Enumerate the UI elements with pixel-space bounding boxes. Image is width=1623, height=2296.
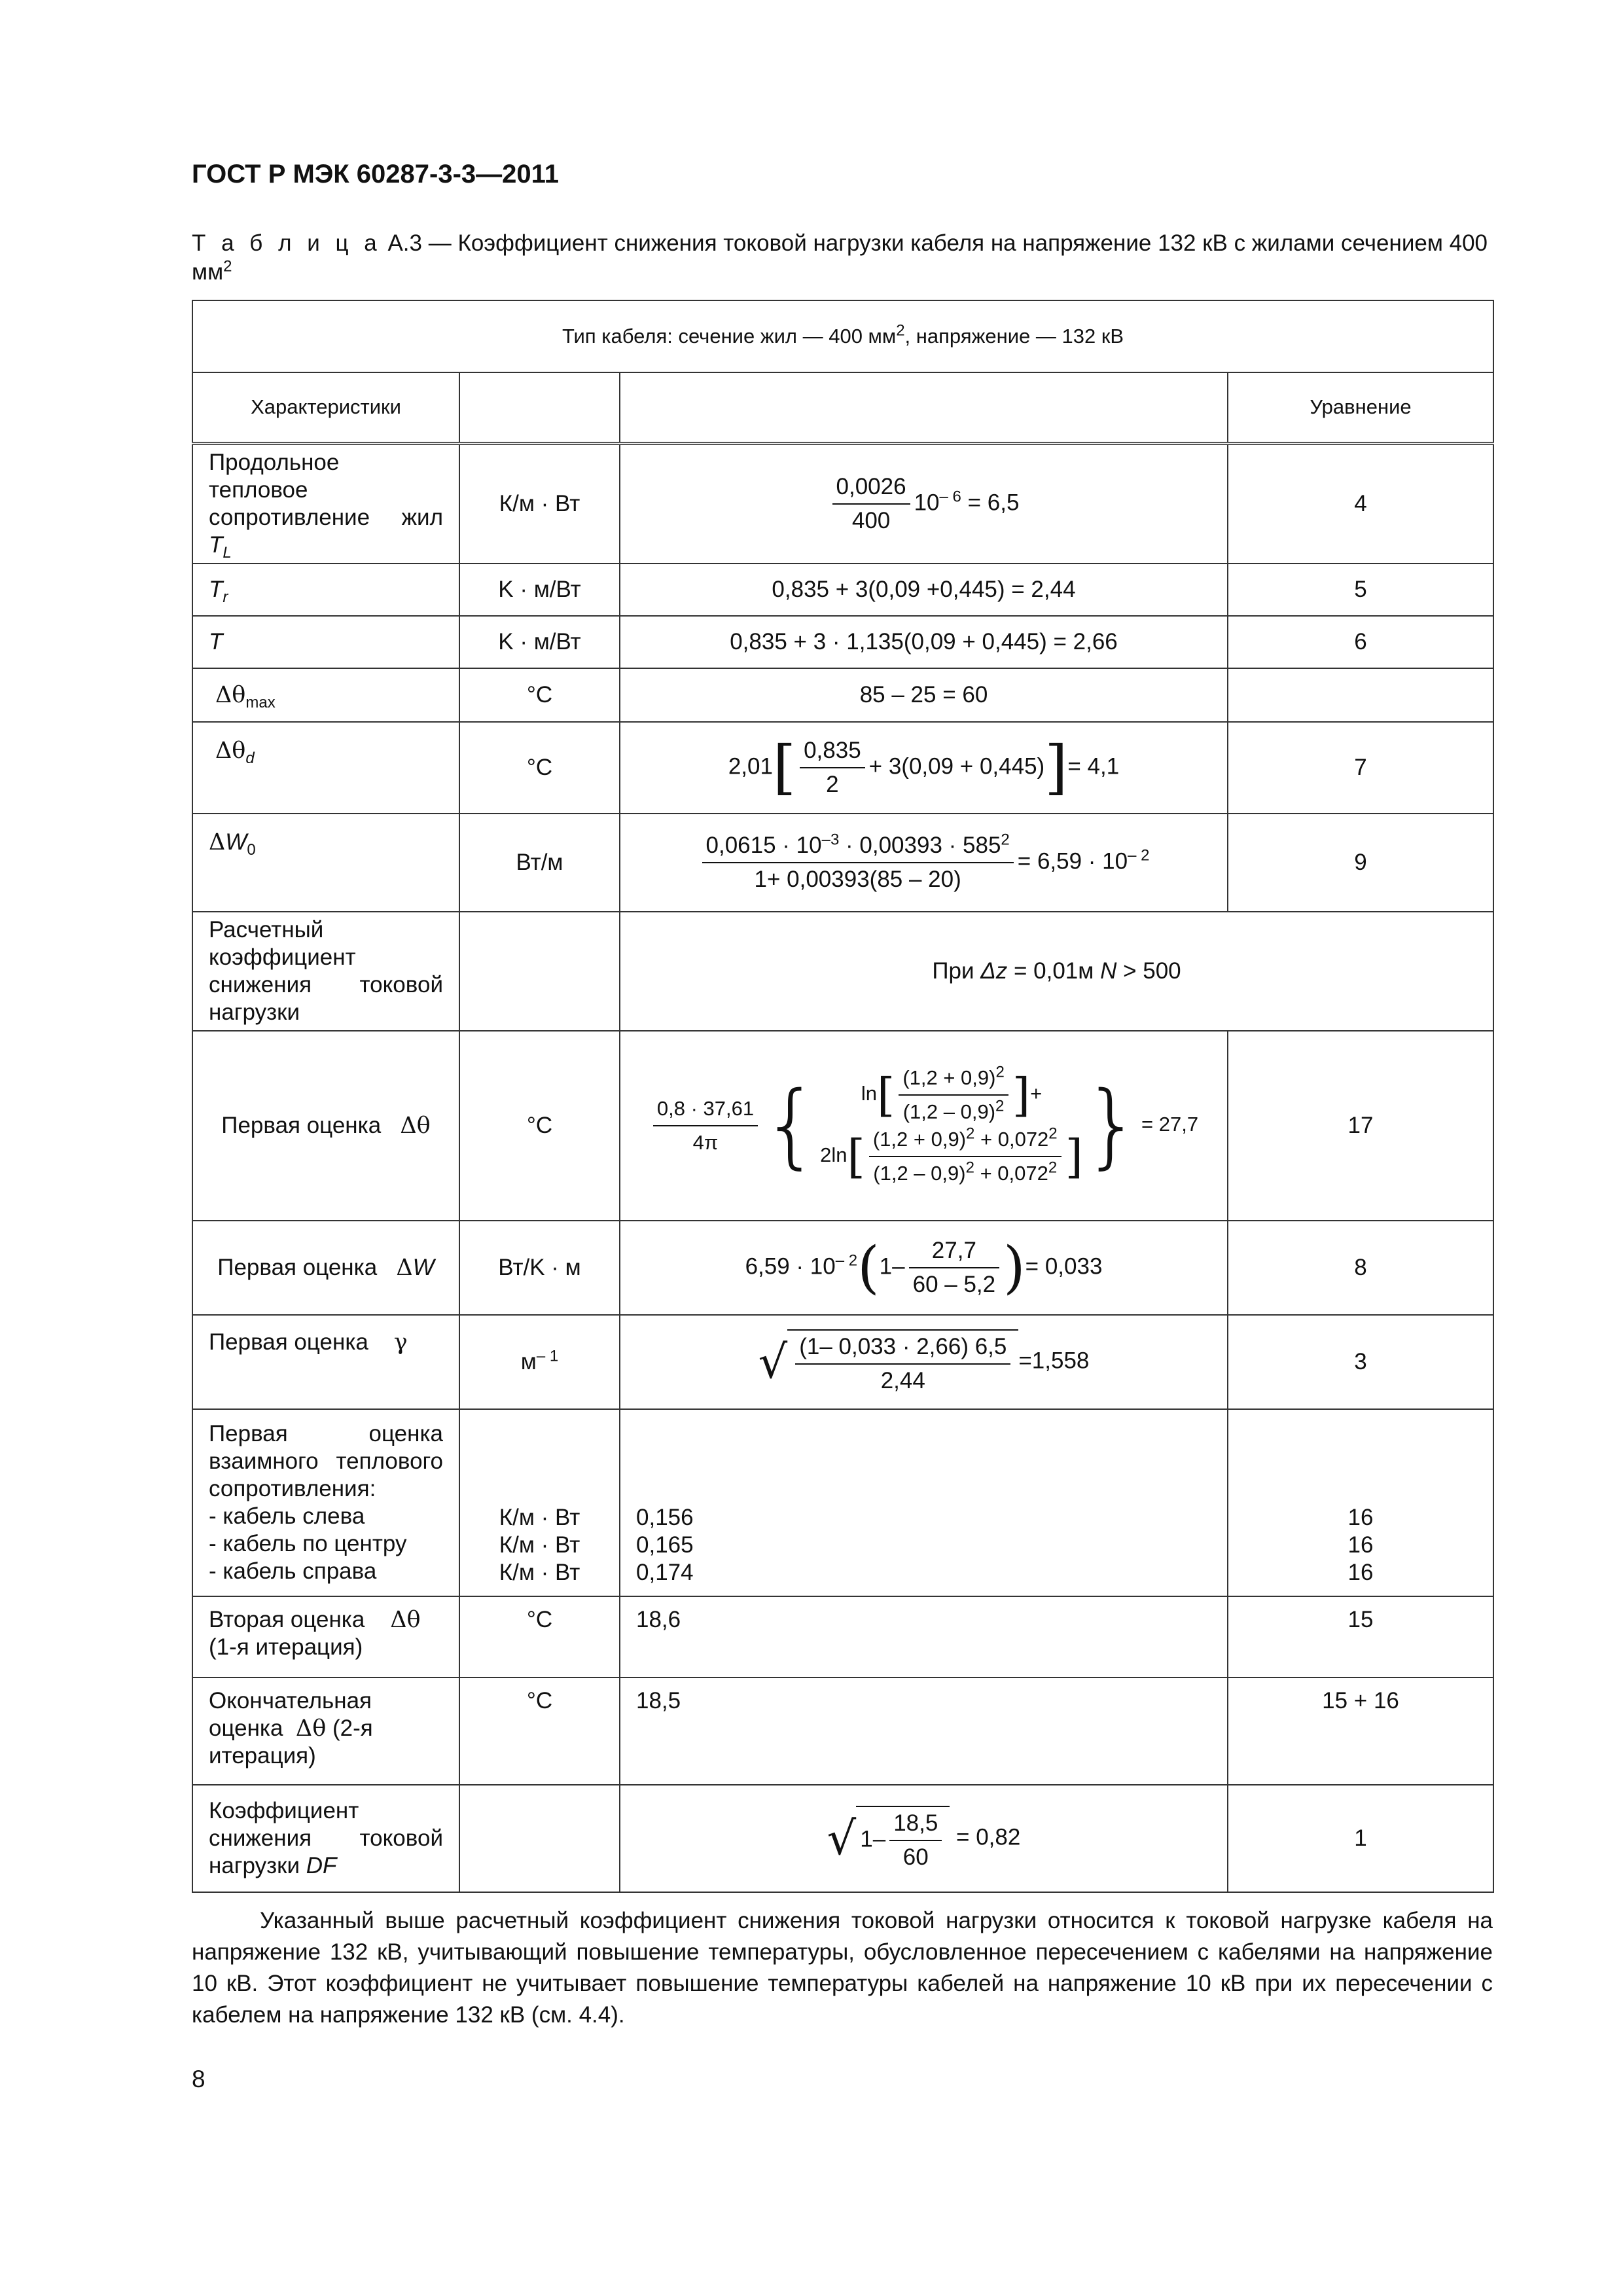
row-expression: [620, 1315, 1228, 1409]
expr-one: 1–: [860, 1825, 886, 1852]
row-label: [192, 1315, 459, 1409]
expr-result-sup: – 2: [1128, 846, 1150, 865]
unit-base: м: [520, 1348, 537, 1374]
page-number: 8: [192, 2066, 205, 2092]
fraction: [869, 1126, 1061, 1187]
unit-center: К/м · Вт: [499, 1532, 580, 1558]
caption-prefix: Т а б л и ц а: [192, 230, 382, 256]
table-row: [192, 814, 1493, 912]
row-expression: [620, 443, 1228, 564]
row-symbol: T: [209, 576, 223, 602]
expr-tail-sup: – 6: [939, 488, 961, 506]
bracket-left: [: [877, 1067, 895, 1122]
num-part1: 0,0615 · 10: [705, 832, 822, 858]
row-symbol-delta: Δ: [396, 1254, 413, 1281]
fraction-denominator: 2: [826, 771, 839, 797]
row-label-text: Продольное тепловое сопротивление жил: [209, 449, 443, 530]
table-row: [192, 1677, 1493, 1785]
table-caption: [192, 229, 1493, 287]
sqrt-icon: √: [827, 1811, 857, 1865]
ln2-num: (1,2 + 0,9): [872, 1127, 967, 1151]
expr-result: = 27,7: [1141, 1112, 1199, 1136]
row-symbol: γ: [393, 1329, 408, 1355]
bracket-right: ]: [1012, 1067, 1031, 1122]
row-symbol-delta: Δ: [209, 829, 226, 855]
item-right: - кабель справа: [209, 1558, 377, 1584]
row-equation: 5: [1228, 564, 1493, 616]
table-row: [192, 1221, 1493, 1315]
derating-table: [192, 300, 1494, 1893]
table-row: [192, 1031, 1493, 1221]
fraction-denominator: [869, 1157, 1061, 1187]
row-equation: 6: [1228, 616, 1493, 668]
eq-left: 16: [1347, 1504, 1374, 1530]
expr-tail: > 500: [1116, 958, 1181, 984]
brace-content: [820, 1064, 1083, 1187]
table-title: [192, 300, 1493, 372]
table-row: [192, 912, 1493, 1031]
expr-result: = 0,82: [956, 1823, 1021, 1850]
unit-sup: – 1: [536, 1346, 559, 1365]
ln1-num-sup: 2: [995, 1063, 1005, 1081]
row-symbol-sub: r: [223, 588, 228, 606]
expr-result: = 6,5: [961, 489, 1020, 515]
row-label: [192, 814, 459, 912]
fraction: [889, 1810, 942, 1871]
caption-sup: 2: [223, 257, 232, 276]
fraction: [899, 1064, 1008, 1126]
table-row: [192, 1785, 1493, 1892]
table-row: [192, 1596, 1493, 1677]
num-sup1: –3: [821, 830, 840, 848]
fraction-denominator: 60: [902, 1844, 929, 1870]
expr-symbol: Δz: [980, 958, 1008, 984]
row-label: Расчетный коэффициент снижения токовой нагрузки: [192, 912, 459, 1031]
row-symbol: W: [412, 1254, 435, 1280]
sqrt-body: [856, 1806, 950, 1871]
row-symbol-sub: d: [245, 749, 255, 767]
row-symbol: Δθ: [215, 737, 246, 764]
expr-mid: + 3(0,09 + 0,445): [868, 753, 1045, 779]
row-label-b: (1-я итерация): [209, 1634, 363, 1660]
row-symbol: Δθ: [400, 1112, 431, 1139]
expr-result: =1,558: [1018, 1347, 1090, 1373]
ln-line-2: [820, 1126, 1083, 1187]
bracket-left: [: [847, 1129, 865, 1183]
row-unit: К/м · Вт: [459, 443, 620, 564]
ln1-label: ln: [861, 1081, 877, 1105]
row-unit: [459, 1409, 620, 1596]
fraction-denominator: [899, 1096, 1008, 1126]
row-label-symbol: DF: [306, 1852, 337, 1878]
expr-pre-sup: – 2: [835, 1251, 858, 1270]
row-unit: [459, 1315, 620, 1409]
table-row: [192, 1315, 1493, 1409]
row-label-b: (2-я итерация): [209, 1715, 373, 1768]
paren-right: ): [1003, 1234, 1026, 1300]
fraction-numerator: 27,7: [909, 1237, 1000, 1268]
expr-post: = 0,01м: [1007, 958, 1101, 984]
row-expression: 18,6: [620, 1596, 1228, 1677]
row-symbol: W: [225, 829, 247, 855]
num-part2: · 0,00393 · 585: [839, 832, 1001, 858]
num-sup2: 2: [1001, 830, 1010, 848]
value-center: 0,165: [636, 1532, 694, 1558]
row-symbol-sub: 0: [247, 840, 256, 859]
row-equation: [1228, 668, 1493, 722]
ln1-num: (1,2 + 0,9): [902, 1066, 996, 1089]
table-row: [192, 616, 1493, 668]
bracket-right: ]: [1044, 732, 1068, 802]
value-right: 0,174: [636, 1559, 694, 1585]
fraction-numerator: (1– 0,033 · 2,66) 6,5: [795, 1333, 1010, 1365]
row-equation: 15: [1228, 1596, 1493, 1677]
plus-sign: +: [1030, 1081, 1043, 1105]
row-expression: [620, 1785, 1228, 1892]
row-equation: [1228, 1409, 1493, 1596]
table-row: [192, 668, 1493, 722]
body-paragraph: Указанный выше расчетный коэффициент снижения токовой нагрузки относится к токовой нагрузке кабеля на напряжение 132 кВ, учитывающий повышение температуры, обусловленное пересечением с кабелями на напряжение 10 кВ. Этот коэффициент не учитывает повышение температуры кабелей на напряжение 10 кВ при их пересечении с кабелем на напряжение 132 кВ (см. 4.4).: [192, 1908, 1493, 2028]
ln1-den-sup: 2: [995, 1097, 1005, 1115]
row-unit: [459, 1785, 620, 1892]
row-label: [192, 668, 459, 722]
row-expression: 18,5: [620, 1677, 1228, 1785]
expr-pre: При: [932, 958, 981, 984]
table-title-pre: Тип кабеля: сечение жил — 400 мм: [562, 325, 897, 348]
table-row: [192, 722, 1493, 814]
eq-center: 16: [1347, 1532, 1374, 1558]
row-unit: °C: [459, 1031, 620, 1221]
row-label: [192, 722, 459, 814]
ln2-den-sup2: 2: [1048, 1158, 1058, 1177]
row-expression: 0,835 + 3 · 1,135(0,09 + 0,445) = 2,66: [620, 616, 1228, 668]
row-label: [192, 1409, 459, 1596]
row-label-text: Коэффициент снижения токовой нагрузки: [209, 1797, 443, 1878]
row-symbol-sub: max: [245, 693, 276, 711]
row-label: [192, 1221, 459, 1315]
fraction-denominator: 4π: [692, 1130, 719, 1154]
row-unit: Вт/K · м: [459, 1221, 620, 1315]
fraction: [909, 1237, 1000, 1299]
ln-line-1: [820, 1064, 1083, 1126]
fraction-denominator: 60 – 5,2: [912, 1271, 996, 1297]
row-label-a: Окончательная оценка: [209, 1687, 372, 1741]
expr-result: = 6,59 · 10: [1017, 848, 1128, 874]
fraction-denominator: 2,44: [880, 1367, 925, 1393]
row-unit: K · м/Вт: [459, 564, 620, 616]
row-label: [192, 1031, 459, 1221]
col-header-unit: [459, 372, 620, 443]
row-equation: 8: [1228, 1221, 1493, 1315]
ln2-label: 2ln: [820, 1143, 847, 1166]
row-unit: °C: [459, 1596, 620, 1677]
row-expression: [620, 722, 1228, 814]
row-expression: [620, 1221, 1228, 1315]
fraction: [702, 832, 1014, 893]
expr-pre: 2,01: [728, 753, 773, 779]
row-symbol: Δθ: [295, 1715, 327, 1742]
fraction-main: [653, 1095, 758, 1157]
expr-tail: 10: [914, 489, 940, 515]
row-symbol: T: [209, 628, 223, 655]
row-label: [192, 1785, 459, 1892]
brace-right: }: [1082, 1071, 1142, 1179]
item-center: - кабель по центру: [209, 1530, 407, 1556]
row-equation: 3: [1228, 1315, 1493, 1409]
unit-right: К/м · Вт: [499, 1559, 580, 1585]
row-expression: [620, 1031, 1228, 1221]
row-expression: [620, 814, 1228, 912]
row-label-sub: L: [223, 543, 232, 562]
fraction: [832, 473, 910, 535]
row-symbol: Δθ: [215, 681, 246, 708]
row-expression: 0,835 + 3(0,09 +0,445) = 2,44: [620, 564, 1228, 616]
unit-left: К/м · Вт: [499, 1504, 580, 1530]
ln2-den2: + 0,072: [974, 1161, 1048, 1185]
sqrt-icon: √: [758, 1335, 788, 1389]
fraction-numerator: [899, 1064, 1008, 1096]
row-label: [192, 564, 459, 616]
fraction-numerator: [702, 832, 1014, 863]
row-label-text: Первая оценка: [217, 1254, 378, 1280]
fraction-denominator: 1+ 0,00393(85 – 20): [754, 866, 961, 892]
ln2-num-sup2: 2: [1048, 1124, 1058, 1143]
bracket-left: [: [772, 732, 796, 802]
ln1-den: (1,2 – 0,9): [902, 1100, 996, 1123]
row-label: [192, 443, 459, 564]
table-row: [192, 564, 1493, 616]
row-equation: 4: [1228, 443, 1493, 564]
row-expression: [620, 912, 1493, 1031]
row-expression: 85 – 25 = 60: [620, 668, 1228, 722]
row-label: [192, 1596, 459, 1677]
fraction-denominator: 400: [851, 507, 891, 533]
ln2-num2: + 0,072: [974, 1127, 1049, 1151]
row-expression: [620, 1409, 1228, 1596]
row-equation: 17: [1228, 1031, 1493, 1221]
row-unit: °C: [459, 668, 620, 722]
ln2-den: (1,2 – 0,9): [873, 1161, 966, 1185]
fraction-numerator: 0,835: [800, 737, 865, 768]
ln2-num-sup: 2: [966, 1124, 975, 1143]
row-equation: 9: [1228, 814, 1493, 912]
row-unit: [459, 912, 620, 1031]
row-unit: Вт/м: [459, 814, 620, 912]
row-label-text: Первая оценка: [221, 1112, 382, 1138]
fraction-numerator: 18,5: [889, 1810, 942, 1841]
row-label-symbol: T: [209, 531, 223, 558]
row-symbol: Δθ: [390, 1606, 421, 1633]
col-header-characteristics: Характеристики: [192, 372, 459, 443]
row-label: [192, 616, 459, 668]
document-header: ГОСТ Р МЭК 60287-3-3—2011: [192, 160, 559, 188]
row-unit: °C: [459, 1677, 620, 1785]
fraction-numerator: 0,0026: [832, 473, 910, 505]
row-equation: 15 + 16: [1228, 1677, 1493, 1785]
paren-left: (: [857, 1234, 880, 1300]
row-unit: °C: [459, 722, 620, 814]
table-title-sup: 2: [896, 321, 905, 340]
row-equation: 1: [1228, 1785, 1493, 1892]
brace-left: {: [762, 1071, 821, 1179]
table-row: [192, 443, 1493, 564]
col-header-equation: Уравнение: [1228, 372, 1493, 443]
fraction: [795, 1333, 1010, 1395]
expr-pre: 6,59 · 10: [745, 1253, 836, 1279]
bracket-right: ]: [1065, 1129, 1083, 1183]
expr-one: 1–: [879, 1253, 905, 1279]
expr-n: N: [1100, 958, 1117, 984]
fraction-numerator: [869, 1126, 1061, 1157]
ln2-den-sup: 2: [965, 1158, 974, 1177]
caption-text: А.3 — Коэффициент снижения токовой нагрузки кабеля на напряжение 132 кВ с жилами сечением 400 мм: [192, 230, 1488, 285]
expr-result: = 4,1: [1067, 753, 1120, 779]
row-equation: 7: [1228, 722, 1493, 814]
expr-result: = 0,033: [1025, 1253, 1103, 1279]
table-title-post: , напряжение — 132 кВ: [904, 325, 1124, 348]
item-left: - кабель слева: [209, 1503, 365, 1529]
row-label-text: Первая оценка взаимного теплового сопротивления:: [209, 1420, 443, 1501]
table-row: [192, 1409, 1493, 1596]
col-header-expression: [620, 372, 1228, 443]
fraction-numerator: 0,8 · 37,61: [653, 1095, 758, 1126]
row-label-a: Вторая оценка: [209, 1606, 365, 1632]
value-left: 0,156: [636, 1504, 694, 1530]
eq-right: 16: [1347, 1559, 1374, 1585]
fraction: [800, 737, 865, 798]
row-unit: K · м/Вт: [459, 616, 620, 668]
sqrt-body: [787, 1329, 1018, 1395]
row-label-text: Первая оценка: [209, 1329, 368, 1355]
row-label: [192, 1677, 459, 1785]
